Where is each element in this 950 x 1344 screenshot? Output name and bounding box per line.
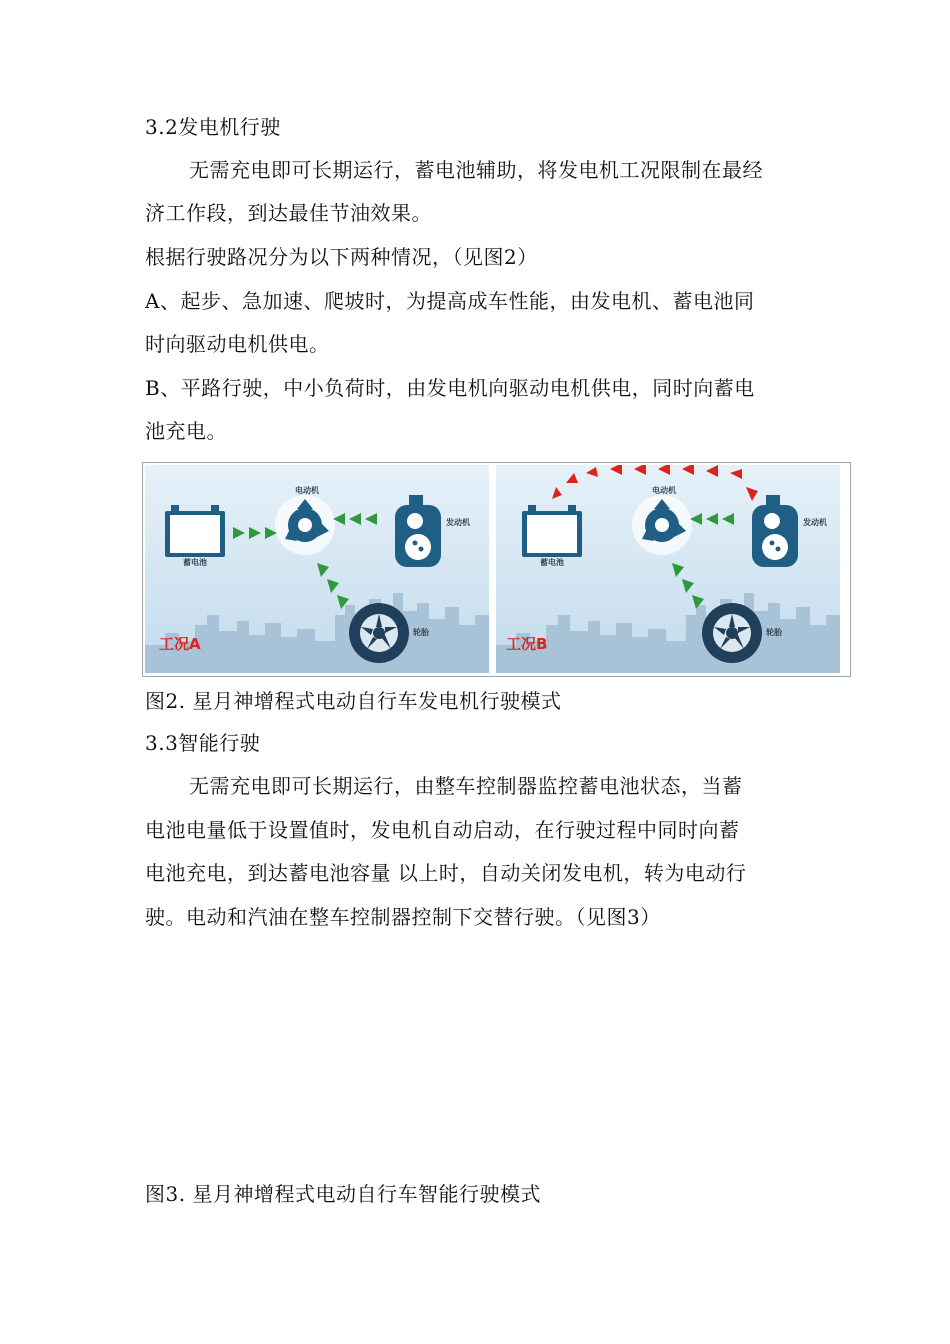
item-a-line1: A、起步、急加速、爬坡时，为提高成车性能，由发电机、蓄电池同: [145, 289, 755, 313]
battery-icon: [165, 505, 225, 557]
item-b-line2: 池充电。: [145, 419, 227, 443]
section-3-2-para1-line1: 无需充电即可长期运行，蓄电池辅助，将发电机工况限制在最经: [189, 158, 763, 182]
generator-label: 发动机: [803, 518, 827, 527]
section-3-3-line3: 电池充电，到达蓄电池容量 以上时，自动关闭发电机，转为电动行: [145, 861, 747, 885]
wheel-icon: [349, 603, 409, 663]
figure-2-panel-b: [496, 465, 840, 673]
item-a-line2: 时向驱动电机供电。: [145, 332, 330, 356]
battery-icon: [522, 505, 582, 557]
section-3-2-heading: 3.2发电机行驶: [145, 115, 281, 139]
motor-icon: [632, 495, 692, 555]
generator-label: 发动机: [446, 518, 470, 527]
item-b-line1: B、平路行驶，中小负荷时，由发电机向驱动电机供电，同时向蓄电: [145, 376, 755, 400]
motor-label: 电动机: [652, 486, 676, 495]
wheel-icon: [702, 603, 762, 663]
battery-label: 蓄电池: [540, 558, 564, 567]
motor-label: 电动机: [295, 486, 319, 495]
figure-2: [142, 462, 851, 677]
wheel-label: 轮胎: [413, 628, 429, 637]
section-3-3-line4: 驶。电动和汽油在整车控制器控制下交替行驶。（见图3）: [145, 905, 661, 929]
condition-a-label: 工况A: [159, 635, 201, 653]
figure-3-caption: 图3. 星月神增程式电动自行车智能行驶模式: [145, 1182, 541, 1206]
condition-b-label: 工况B: [506, 635, 548, 653]
section-3-2-para2: 根据行驶路况分为以下两种情况，（见图2）: [145, 245, 538, 269]
figure-2-panel-a: [145, 465, 489, 673]
section-3-3-line2: 电池电量低于设置值时，发电机自动启动，在行驶过程中同时向蓄: [145, 818, 740, 842]
figure-2-caption: 图2. 星月神增程式电动自行车发电机行驶模式: [145, 689, 562, 713]
section-3-3-line1: 无需充电即可长期运行，由整车控制器监控蓄电池状态，当蓄: [189, 774, 743, 798]
battery-label: 蓄电池: [183, 558, 207, 567]
motor-icon: [275, 495, 335, 555]
section-3-2-para1-line2: 济工作段，到达最佳节油效果。: [145, 201, 432, 225]
wheel-label: 轮胎: [766, 628, 782, 637]
section-3-3-heading: 3.3智能行驶: [145, 731, 261, 755]
